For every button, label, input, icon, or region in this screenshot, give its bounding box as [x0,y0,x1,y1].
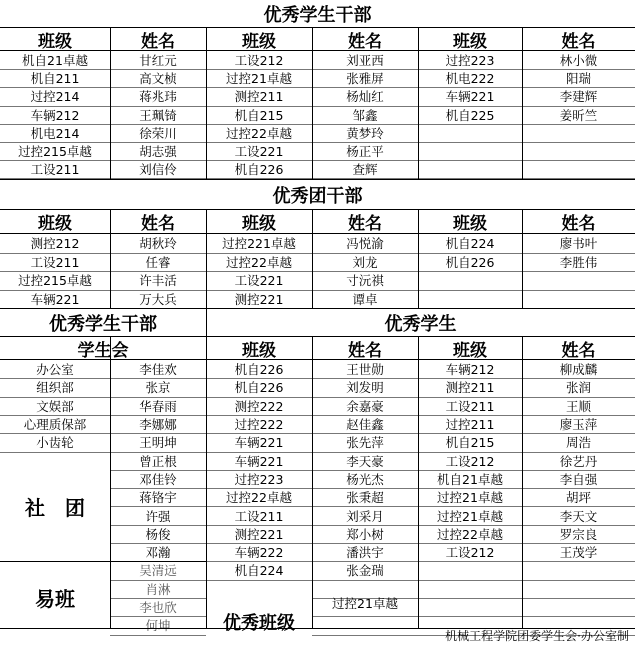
class-name: 机自224 [234,563,284,579]
student-name: 李胜伟 [559,254,598,270]
column-header: 姓名 [561,31,596,50]
class-name: 机自226 [234,380,284,396]
student-name [522,290,635,309]
section-title: 优秀学生干部 [49,314,157,335]
student-name: 张先萍 [346,435,384,451]
class-name: 过控223 [234,471,284,487]
grid-line [0,308,635,309]
grid-line [312,27,313,179]
student-name: 谭卓 [352,291,378,307]
student-name: 甘红元 [139,53,177,69]
student-name: 罗宗良 [559,526,598,542]
student-name: 王顺 [565,398,591,414]
student-name: 寸沅祺 [346,273,384,289]
grid-line [206,27,207,179]
class-name [418,290,522,309]
class-name [418,142,522,160]
student-name: 李天文 [559,508,598,524]
class-name: 工设221 [234,144,284,160]
student-name: 张雅屏 [346,71,384,87]
grid-line [110,336,111,628]
grid-line [110,27,111,179]
grid-line [110,209,111,308]
student-name: 张金瑞 [346,563,384,579]
class-name: 机自226 [445,254,495,270]
student-name: 杨俊 [145,526,171,542]
column-header: 姓名 [141,31,175,50]
class-name: 车辆221 [445,89,495,105]
student-name: 胡志强 [139,144,177,160]
class-name: 车辆221 [30,291,80,307]
class-name: 过控22卓越 [226,254,292,270]
department-name: 小齿轮 [36,435,74,451]
grid-line [522,336,523,628]
column-header: 班级 [242,31,276,50]
student-name: 周浩 [565,435,591,451]
class-name: 过控21卓越 [226,71,292,87]
class-name: 过控21卓越 [437,490,503,506]
student-name [522,142,635,160]
class-name: 车辆221 [234,435,284,451]
best-class-label: 优秀班级 [223,612,295,634]
student-name: 李天豪 [346,453,384,469]
grid-line [522,27,523,179]
student-name: 高文桢 [139,71,177,87]
class-name: 过控211 [445,417,495,433]
student-name: 黄梦玲 [346,125,384,141]
student-name: 刘信伶 [139,162,177,178]
class-name: 过控22卓越 [226,125,292,141]
student-name: 李建辉 [559,89,598,105]
department-name: 办公室 [36,362,74,378]
class-name: 测控211 [445,380,495,396]
class-name: 过控215卓越 [18,144,92,160]
column-header: 班级 [38,213,72,232]
student-name: 许丰活 [139,273,177,289]
column-header: 姓名 [561,213,596,232]
grid-line [418,27,419,179]
grid-line [522,209,523,308]
grid-line [110,635,206,636]
student-name: 柳成麟 [559,362,598,378]
class-name: 测控221 [234,526,284,542]
student-name: 廖玉萍 [559,417,598,433]
student-name: 李佳欢 [139,362,177,378]
class-name: 工设211 [234,508,284,524]
club-label: 社 团 [25,495,85,520]
column-header: 姓名 [561,340,596,359]
class-name: 车辆221 [234,453,284,469]
class-name: 机自21卓越 [22,53,88,69]
grid-line [312,336,313,628]
student-name: 李娜娜 [139,417,177,433]
class-name: 机自215 [234,107,284,123]
student-name: 邓佳铃 [139,471,177,487]
class-name: 工设211 [30,162,80,178]
class-name: 机自225 [445,107,495,123]
student-name: 邓瀚 [145,545,171,561]
class-name: 工设211 [30,254,80,270]
student-name: 姜昕竺 [559,107,598,123]
class-name: 过控214 [30,89,80,105]
student-name: 潘洪宇 [346,545,384,561]
column-header: 姓名 [348,31,382,50]
class-name [418,160,522,178]
student-name: 余嘉豪 [346,398,384,414]
class-name: 车辆222 [234,545,284,561]
column-header: 姓名 [141,213,175,232]
student-name: 华春雨 [139,398,177,414]
student-name: 张润 [565,380,591,396]
class-name: 过控22卓越 [226,490,292,506]
student-name: 胡秋玲 [139,236,177,252]
student-name: 王明坤 [139,435,177,451]
grid-line [418,209,419,308]
column-header: 姓名 [348,213,382,232]
class-name: 过控221卓越 [222,236,296,252]
student-name [522,271,635,290]
class-name: 测控211 [234,89,284,105]
class-name: 机自21卓越 [437,471,503,487]
student-name: 何坤 [145,618,171,634]
column-header: 班级 [242,340,276,359]
grid-line [206,308,207,628]
student-name: 许强 [145,508,171,524]
class-name: 测控222 [234,398,284,414]
grid-line [206,209,207,308]
student-name: 刘亚西 [346,53,384,69]
class-name: 工设211 [445,398,495,414]
class-name: 机自215 [445,435,495,451]
class-name: 过控22卓越 [437,526,503,542]
student-name: 林小微 [559,53,598,69]
student-name [522,561,635,579]
class-name: 工设212 [445,545,495,561]
student-name [522,160,635,178]
student-name: 杨正平 [346,144,384,160]
class-name: 机电222 [445,71,495,87]
student-name: 邹鑫 [352,107,378,123]
student-name: 王世勋 [346,362,384,378]
student-name: 冯悦渝 [346,236,384,252]
student-name: 胡坪 [565,490,591,506]
section-title: 优秀学生干部 [263,5,372,26]
department-name: 文娱部 [36,398,74,414]
section-title: 优秀学生 [384,314,457,335]
class-name: 过控215卓越 [18,273,92,289]
student-name: 廖书叶 [559,236,598,252]
student-name: 肖淋 [145,581,171,597]
student-name: 蒋铬宇 [139,490,177,506]
student-name: 赵佳鑫 [346,417,384,433]
student-name: 杨灿红 [346,89,384,105]
student-name: 刘采月 [346,508,384,524]
student-name: 查辉 [352,162,378,178]
column-header: 班级 [38,31,72,50]
student-name: 任睿 [145,254,171,270]
department-name: 组织部 [36,380,74,396]
grid-line [312,616,635,617]
column-header: 班级 [453,340,487,359]
column-header: 班级 [453,213,487,232]
class-name: 机自211 [30,71,80,87]
grid-line [206,580,635,581]
grid-line [0,179,635,180]
class-name: 机电214 [30,125,80,141]
class-name: 工设212 [234,53,284,69]
easy-label: 易班 [35,587,75,612]
student-name: 张秉超 [346,490,384,506]
class-name: 机自226 [234,362,284,378]
column-header: 姓名 [348,340,382,359]
student-name: 刘龙 [352,254,378,270]
student-name: 李自强 [559,471,598,487]
column-header: 班级 [453,31,487,50]
student-name: 蒋兆玮 [139,89,177,105]
student-name: 徐荣川 [139,125,177,141]
union-subtitle: 学生会 [77,340,129,359]
class-name [418,271,522,290]
class-name: 过控21卓越 [437,508,503,524]
student-name: 郑小树 [346,526,384,542]
student-name: 王珮锜 [139,107,177,123]
best-class-value: 过控21卓越 [332,596,398,612]
class-name: 工设221 [234,273,284,289]
student-name: 曾正根 [139,453,177,469]
class-name [418,124,522,142]
student-name [522,124,635,142]
class-name: 测控212 [30,236,80,252]
class-name: 过控223 [445,53,495,69]
footer-credit: 机械工程学院团委学生会·办公室制 [445,629,629,643]
student-name: 王茂学 [559,545,598,561]
section-title: 优秀团干部 [272,186,363,207]
class-name: 车辆212 [30,107,80,123]
class-name: 工设212 [445,453,495,469]
student-name: 张京 [145,380,171,396]
student-name: 刘发明 [346,380,384,396]
student-name: 杨光杰 [346,471,384,487]
student-name: 吴清远 [139,563,177,579]
class-name: 机自226 [234,162,284,178]
class-name: 过控222 [234,417,284,433]
department-name: 心理质保部 [23,417,87,433]
student-name: 万大兵 [139,291,177,307]
student-name: 阳瑞 [565,71,591,87]
student-name: 徐艺丹 [559,453,598,469]
grid-line [418,336,419,628]
class-name [418,561,522,579]
class-name: 机自224 [445,236,495,252]
class-name: 测控221 [234,291,284,307]
class-name: 车辆212 [445,362,495,378]
grid-line [312,209,313,308]
student-name: 李也欣 [139,600,177,616]
column-header: 班级 [242,213,276,232]
